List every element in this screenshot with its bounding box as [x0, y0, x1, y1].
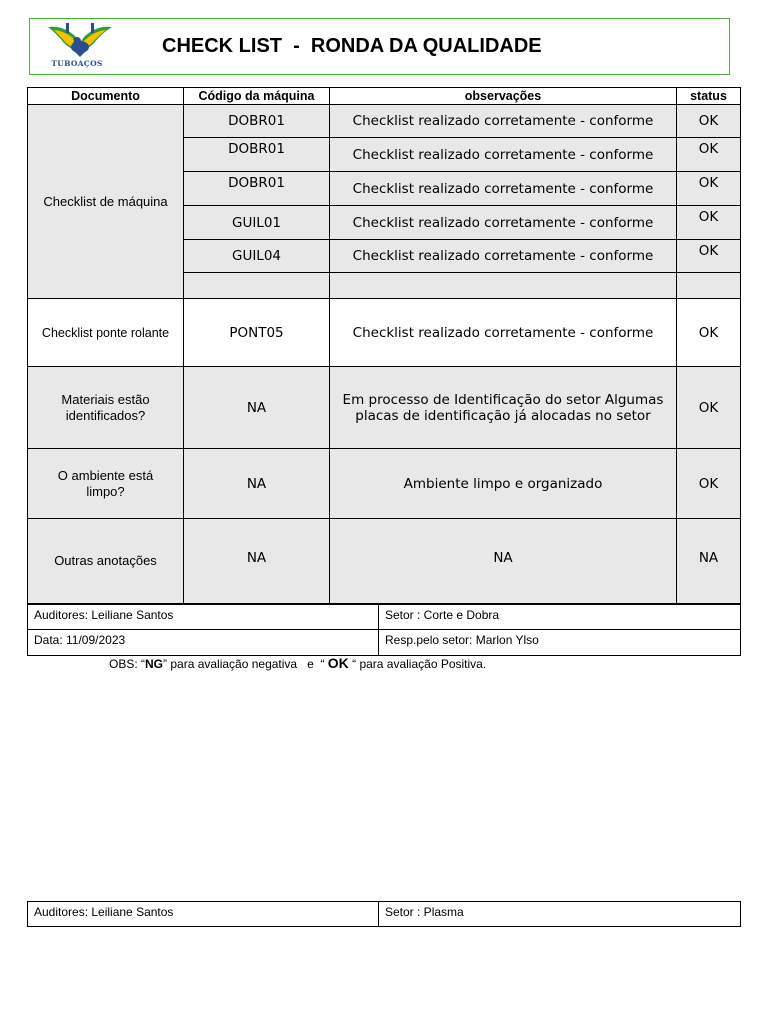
- document-other-notes: Outras anotações: [28, 519, 184, 603]
- ng-label: NG: [145, 657, 164, 671]
- machine-code-cell: GUIL01: [184, 206, 330, 240]
- observation-cell: Checklist realizado corretamente - conforme: [330, 240, 677, 273]
- status-cell: OK: [677, 206, 740, 240]
- status-cell: OK: [677, 138, 740, 172]
- machine-code-cell: NA: [184, 449, 330, 519]
- machine-code-cell: DOBR01: [184, 105, 330, 138]
- audit-info-row: [28, 902, 740, 926]
- observation-cell: Checklist realizado corretamente - conforme: [330, 206, 677, 240]
- machine-code-cell: NA: [184, 519, 330, 603]
- evaluation-legend-note: OBS: “NG” para avaliação negativa e “ OK “ para avaliação Positiva.: [109, 655, 487, 671]
- document-environment-clean: O ambiente está limpo?: [28, 449, 184, 519]
- ok-label: OK: [327, 655, 349, 671]
- observation-cell: NA: [330, 519, 677, 603]
- audit-info-block-second: [27, 901, 741, 927]
- status-cell: OK: [677, 299, 740, 367]
- observation-cell: Checklist realizado corretamente - conforme: [330, 105, 677, 138]
- machine-code-cell: NA: [184, 367, 330, 449]
- column-header-machine-code: Código da máquina: [184, 88, 330, 105]
- machine-code-cell: PONT05: [184, 299, 330, 367]
- auditors-field: Auditores: Leiliane Santos: [28, 605, 379, 629]
- audit-info-row: [28, 629, 740, 655]
- status-cell: NA: [677, 519, 740, 603]
- column-header-status: status: [677, 88, 740, 105]
- sector-field: Setor : Plasma: [385, 905, 464, 919]
- responsible-field: Resp.pelo setor: Marlon Ylso: [385, 633, 539, 647]
- document-machine-checklist: Checklist de máquina: [28, 105, 184, 299]
- machine-code-cell: DOBR01: [184, 172, 330, 206]
- status-cell: OK: [677, 172, 740, 206]
- status-cell: [677, 273, 740, 299]
- checklist-table: [27, 87, 741, 604]
- observation-cell: Em processo de Identificação do setor Algumas placas de identificação já alocadas no setor: [330, 367, 677, 449]
- machine-code-cell: [184, 273, 330, 299]
- sector-field: Setor : Corte e Dobra: [385, 608, 500, 622]
- audit-info-row: [28, 605, 740, 629]
- observation-cell: Checklist realizado corretamente - conforme: [330, 299, 677, 367]
- document-materials-identified: Materiais estão identificados?: [28, 367, 184, 449]
- document-header: [29, 18, 730, 75]
- status-cell: OK: [677, 105, 740, 138]
- observation-cell: Ambiente limpo e organizado: [330, 449, 677, 519]
- machine-code-cell: GUIL04: [184, 240, 330, 273]
- observation-cell: [330, 273, 677, 299]
- page-title: CHECK LIST - RONDA DA QUALIDADE: [162, 35, 542, 57]
- status-cell: OK: [677, 367, 740, 449]
- audit-info-block: [27, 604, 741, 656]
- observation-cell: Checklist realizado corretamente - conforme: [330, 172, 677, 206]
- document-bridge-crane: Checklist ponte rolante: [28, 299, 184, 367]
- date-field: Data: 11/09/2023: [28, 630, 379, 655]
- column-header-observations: observações: [330, 88, 677, 105]
- auditors-field: Auditores: Leiliane Santos: [28, 902, 379, 926]
- column-header-document: Documento: [28, 88, 184, 105]
- observation-cell: Checklist realizado corretamente - conforme: [330, 138, 677, 172]
- logo-wordmark: TUBOAÇOS: [51, 59, 103, 68]
- machine-code-cell: DOBR01: [184, 138, 330, 172]
- status-cell: OK: [677, 240, 740, 273]
- status-cell: OK: [677, 449, 740, 519]
